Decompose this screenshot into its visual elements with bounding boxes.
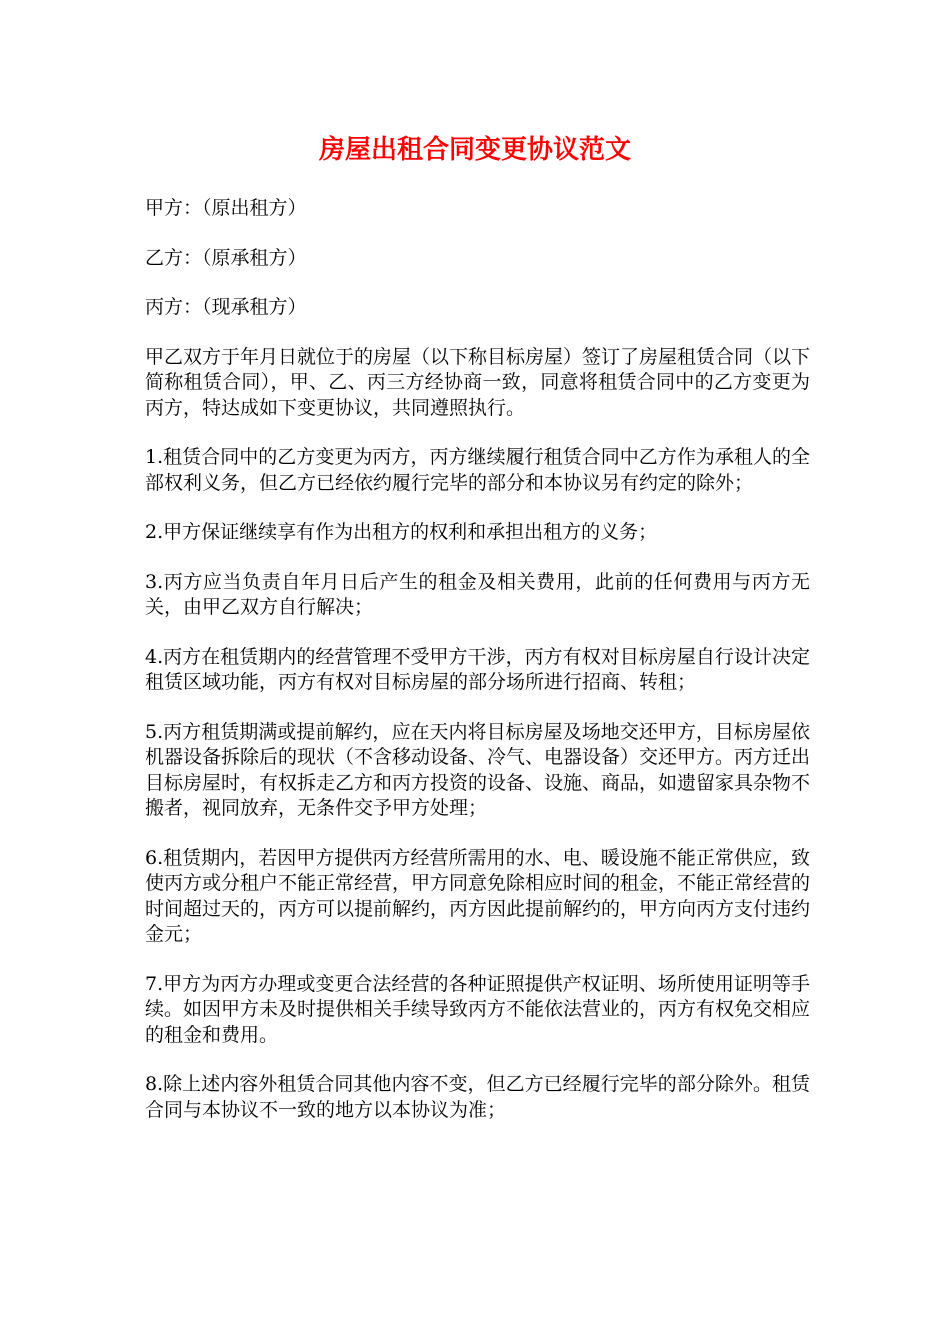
party-b-line: 乙方：（原承租方）: [145, 246, 307, 269]
clause-5: 5.丙方租赁期满或提前解约，应在天内将目标房屋及场地交还甲方，目标房屋依机器设备拆除后的现状（不含移动设备、冷气、电器设备）交还甲方。丙方迁出目标房屋时，有权拆走乙方和丙方投资的设备、设施、商品，如遗留家具杂物不搬者，视同放弃，无条件交予甲方处理；: [145, 720, 811, 819]
document-body: [145, 196, 810, 1147]
intro-paragraph: 甲乙双方于年月日就位于的房屋（以下称目标房屋）签订了房屋租赁合同（以下简称租赁合同），甲、乙、丙三方经协商一致，同意将租赁合同中的乙方变更为丙方，特达成如下变更协议，共同遵照执行。: [145, 345, 811, 419]
document-title: 房屋出租合同变更协议范文: [318, 135, 631, 165]
clause-1: 1.租赁合同中的乙方变更为丙方，丙方继续履行租赁合同中乙方作为承租人的全部权利义务，但乙方已经依约履行完毕的部分和本协议另有约定的除外；: [145, 446, 810, 494]
party-a-line: 甲方：（原出租方）: [145, 197, 307, 219]
clause-4: 4.丙方在租赁期内的经营管理不受甲方干涉，丙方有权对目标房屋自行设计决定租赁区域功能，丙方有权对目标房屋的部分场所进行招商、转租；: [145, 645, 810, 693]
party-c-line: 丙方：（现承租方）: [145, 296, 307, 318]
clause-3: 3.丙方应当负责自年月日后产生的租金及相关费用，此前的任何费用与丙方无关，由甲乙双方自行解决；: [145, 570, 810, 618]
clause-7: 7.甲方为丙方办理或变更合法经营的各种证照提供产权证明、场所使用证明等手续。如因甲方未及时提供相关手续导致丙方不能依法营业的，丙方有权免交相应的租金和费用。: [145, 972, 811, 1046]
clause-6: 6.租赁期内，若因甲方提供丙方经营所需用的水、电、暖设施不能正常供应，致使丙方或分租户不能正常经营，甲方同意免除相应时间的租金，不能正常经营的时间超过天的，丙方可以提前解约，丙方因此提前解约的，甲方向丙方支付违约金元；: [145, 846, 811, 945]
clause-2: 2.甲方保证继续享有作为出租方的权利和承担出租方的义务；: [145, 521, 658, 543]
clause-8: 8.除上述内容外租赁合同其他内容不变，但乙方已经履行完毕的部分除外。租赁合同与本协议不一致的地方以本协议为准；: [145, 1073, 810, 1121]
